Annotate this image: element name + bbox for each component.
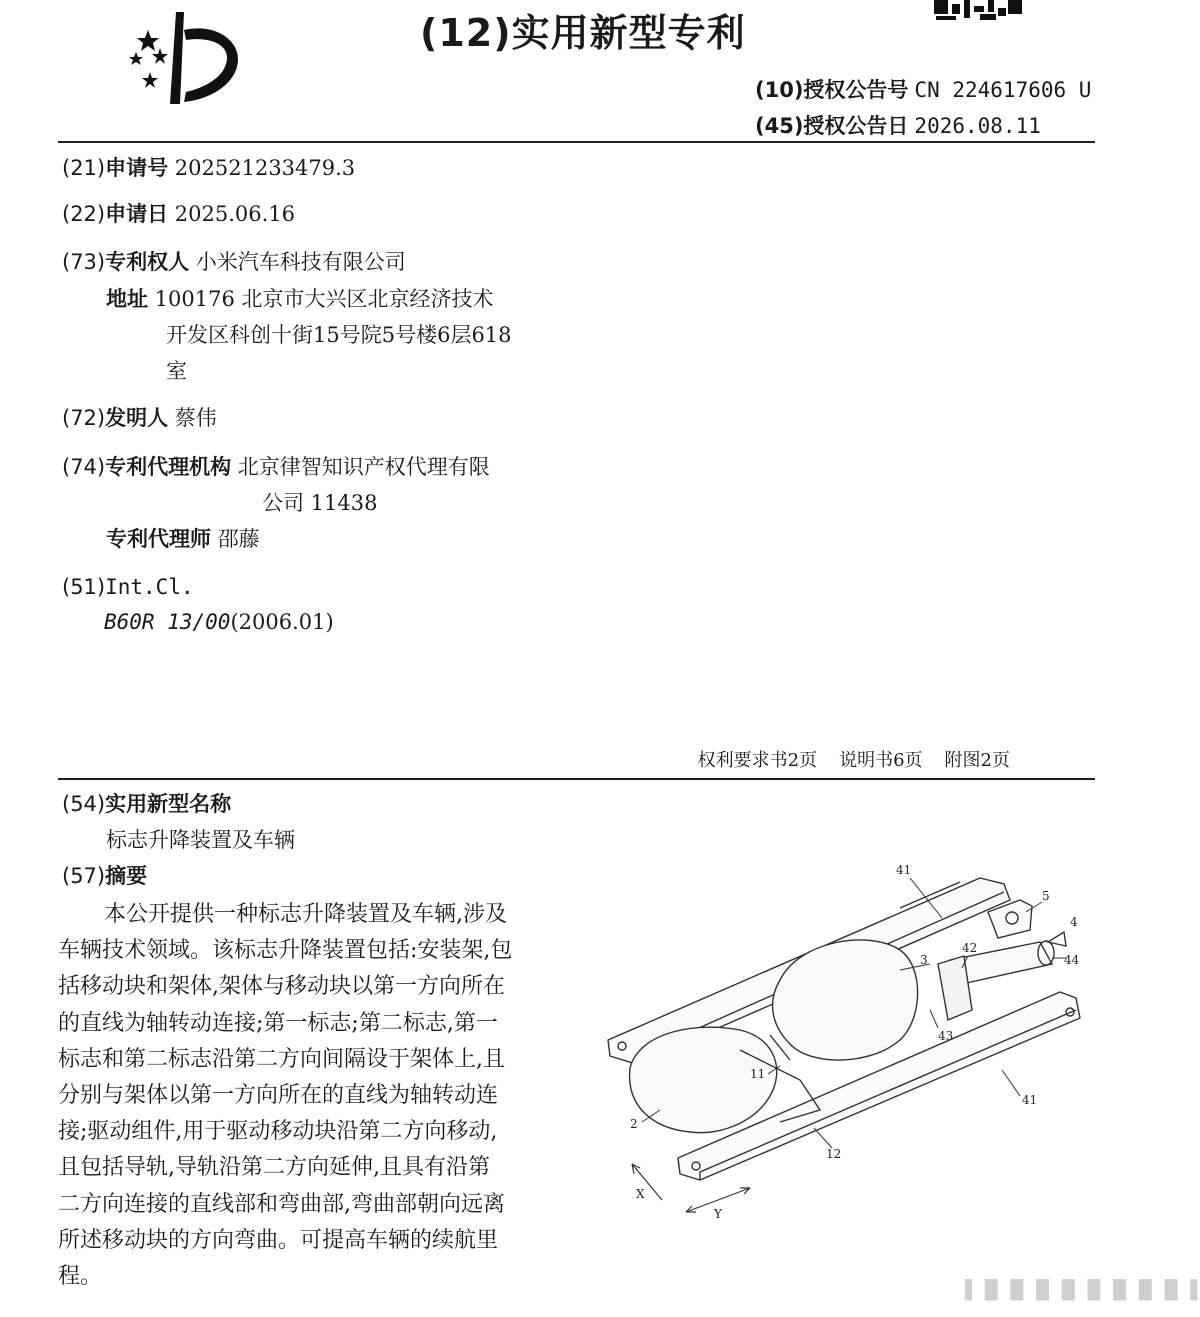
agency-field: [62, 449, 490, 485]
field-label: 专利代理师: [106, 527, 211, 551]
figure-label: 11: [750, 1067, 766, 1081]
abstract-line: 标志和第二标志沿第二方向间隔设于架体上,且: [58, 1046, 505, 1072]
address-line-1: 100176 北京市大兴区北京经济技术: [154, 287, 494, 311]
field-label: Int.Cl.: [105, 575, 194, 599]
inventor-field: [62, 400, 217, 436]
field-label: 专利权人: [105, 250, 190, 274]
header-divider: [58, 141, 1095, 143]
field-label: 申请号: [105, 156, 169, 180]
application-number-field: [62, 150, 355, 186]
figure-label: 5: [1042, 889, 1050, 903]
claims-pages: 权利要求书2页: [697, 750, 818, 771]
field-code: (73): [62, 250, 106, 274]
figure-label: 44: [1064, 953, 1080, 967]
axis-label-y: Y: [714, 1207, 722, 1221]
figure-label: 12: [826, 1147, 842, 1161]
publication-number-row: [755, 74, 1091, 104]
field-code: (54): [62, 792, 106, 816]
document-type-title: (12)实用新型专利: [420, 11, 746, 55]
field-code: (22): [62, 202, 106, 226]
intcl-classification: [104, 604, 334, 640]
abstract-line: 且包括导轨,导轨沿第二方向延伸,且具有沿第: [58, 1155, 490, 1181]
abstract-line: 接;驱动组件,用于驱动移动块沿第二方向移动,: [58, 1119, 498, 1145]
utility-model-title: 标志升降装置及车辆: [106, 828, 295, 852]
application-number: 202521233479.3: [174, 156, 356, 180]
intcl-field: [62, 569, 194, 605]
figure-label: 2: [630, 1117, 638, 1131]
inventor-name: 蔡伟: [174, 406, 217, 430]
publication-date-row: [755, 110, 1041, 140]
field-code: (72): [62, 406, 106, 430]
publication-number-label: (10)授权公告号: [755, 78, 909, 102]
agency-line-1: 北京律智知识产权代理有限: [237, 455, 490, 479]
application-date-field: [62, 196, 295, 232]
figure-label: 43: [938, 1029, 954, 1043]
figure-label: 41: [896, 863, 912, 877]
watermark-decoration: ▌▐▌▐▌▐▌▐▌▐▌▐▌▐▌▐▌▐: [965, 1280, 1197, 1301]
figure-label: 4: [1070, 915, 1078, 929]
field-code: (74): [62, 455, 106, 479]
intcl-version: (2006.01): [230, 610, 334, 634]
publication-date-label: (45)授权公告日: [755, 114, 909, 138]
qr-code: [934, 0, 1022, 22]
abstract-line: 所述移动块的方向弯曲。可提高车辆的续航里: [58, 1227, 499, 1253]
abstract-line: 本公开提供一种标志升降装置及车辆,涉及: [104, 902, 507, 927]
title-field: [62, 786, 231, 822]
figure-label: 42: [962, 941, 978, 955]
field-label: 申请日: [105, 202, 169, 226]
figure-label: 3: [920, 953, 928, 967]
abstract-line: 程。: [58, 1264, 103, 1290]
field-label: 地址: [106, 287, 148, 311]
agent-name: 邵藤: [217, 527, 260, 551]
section-divider: [58, 778, 1095, 780]
patentee-name: 小米汽车科技有限公司: [195, 250, 406, 274]
abstract-line: 的直线为轴转动连接;第一标志;第二标志,第一: [58, 1010, 498, 1036]
field-label: 摘要: [105, 864, 148, 888]
publication-number: CN 224617606 U: [914, 78, 1092, 102]
patentee-field: [62, 244, 406, 280]
cnipa-emblem-logo: [118, 8, 248, 108]
abstract-line: 二方向连接的直线部和弯曲部,弯曲部朝向远离: [58, 1191, 505, 1217]
field-code: (57): [62, 864, 106, 888]
application-date: 2025.06.16: [174, 202, 296, 226]
address-line-2: 开发区科创十街15号院5号楼6层618: [166, 323, 512, 347]
intcl-class-code: B60R 13/00: [104, 610, 231, 634]
address-line-3: 室: [166, 359, 187, 383]
field-label: 专利代理机构: [105, 455, 232, 479]
abstract-line: 分别与架体以第一方向所在的直线为轴转动连: [58, 1083, 499, 1109]
drawings-pages: 附图2页: [944, 750, 1010, 771]
field-code: (21): [62, 156, 106, 180]
patent-figure-drawing: [600, 860, 1100, 1230]
agency-line-2: 公司 11438: [262, 491, 378, 515]
abstract-line: 括移动块和架体,架体与移动块以第一方向所在: [58, 974, 505, 1000]
page-counts: [676, 746, 1010, 772]
field-code: (51): [62, 575, 106, 599]
publication-date: 2026.08.11: [914, 114, 1041, 138]
abstract-text: [58, 897, 553, 1295]
agent-field: [106, 521, 260, 557]
abstract-line: 车辆技术领域。该标志升降装置包括:安装架,包: [58, 938, 513, 964]
figure-label: 41: [1022, 1093, 1038, 1107]
address-field: [106, 281, 494, 317]
description-pages: 说明书6页: [839, 750, 923, 771]
axis-label-x: X: [636, 1187, 645, 1201]
field-label: 发明人: [105, 406, 169, 430]
field-label: 实用新型名称: [105, 792, 232, 816]
abstract-field: [62, 858, 147, 894]
